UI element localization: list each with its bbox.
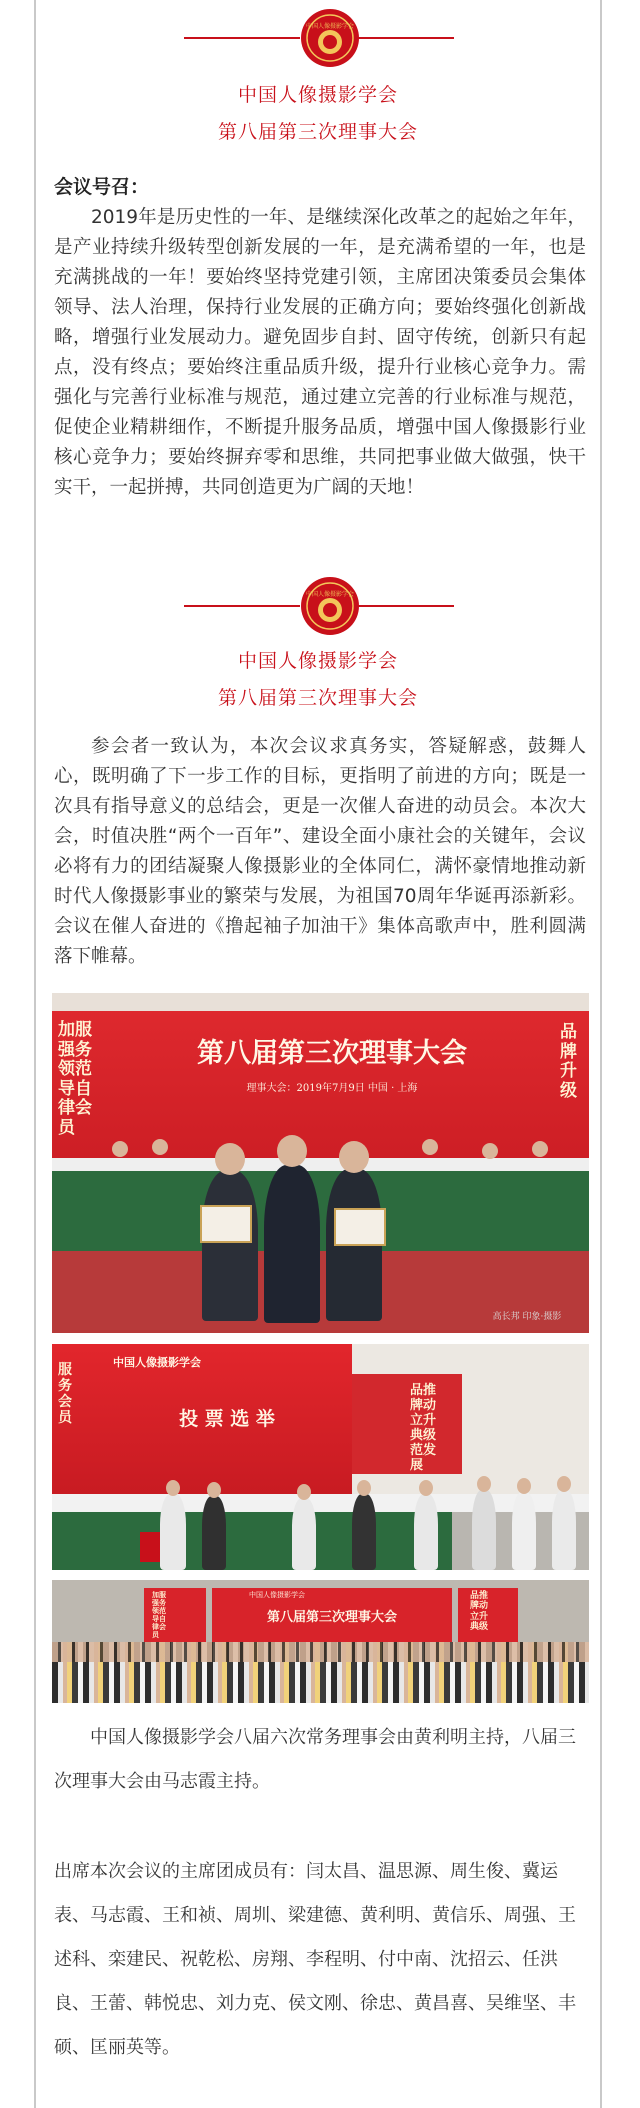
society-badge-icon [300,8,360,68]
svg-text:中国人像摄影学会: 中国人像摄影学会 [305,23,355,30]
banner-title: 投 票 选 举 [179,1408,275,1430]
person [472,1490,496,1570]
summary-body: 参会者一致认为，本次会议求真务实，答疑解惑，鼓舞人心，既明确了下一步工作的目标，更指明了前进的方向；既是一次具有指导意义的总结会，更是一次催人奋进的动员会。本次大会，时值决胜“两个一百年”、建设全面小康社会的关键年，会议必将有力的团结凝聚人像摄影业的全体同仁，满怀豪情地推动新时代人像摄影事业的繁荣与发展，为祖国70周年华诞再添新彩。会议在催人奋进的《撸起袖子加油干》集体高歌声中，胜利圆满落下帷幕。 [54,736,586,967]
attendees-body: 出席本次会议的主席团成员有：闫太昌、温思源、周生俊、冀运表、马志霞、王和祯、周圳、梁建德、黄利明、黄信乐、周强、王述科、栾建民、祝乾松、房翔、李程明、付中南、沈招云、任洪良、王蕾、韩悦忠、刘力克、侯文刚、徐忠、黄昌喜、吴维坚、丰硕、匡丽英等。 [54,1861,576,2058]
meeting-name: 第八届第三次理事大会 [217,687,418,709]
person [202,1496,226,1570]
slogan-right: 品 牌 升 级 [560,1022,577,1101]
host-body: 中国人像摄影学会八届六次常务理事会由黄利明主持，八届三次理事大会由马志霞主持。 [54,1727,576,1792]
photo-watermark: 高长邦 印象·摄影 [492,1312,562,1322]
call-heading: 会议号召： [54,176,150,198]
meeting-name: 第八届第三次理事大会 [217,121,418,143]
slogan-left: 加服 强务 领范 导自 律会 员 [152,1590,166,1640]
svg-text:中国人像摄影学会: 中国人像摄影学会 [305,591,355,598]
person [512,1492,536,1570]
section-header-2 [34,568,602,718]
person [552,1490,576,1570]
divider-left [184,37,300,39]
attendees-paragraph [54,1850,586,2070]
banner-subtitle: 理事大会：2019年7月9日 中国 · 上海 [246,1083,418,1094]
person [414,1494,438,1570]
call-body: 2019年是历史性的一年、是继续深化改革之的起始之年年，是产业持续升级转型创新发展的一年，是充满希望的一年，也是充满挑战的一年！要始终坚持党建引领，主席团决策委员会集体领导、法人治理，保持行业发展的正确方向；要始终强化创新战略，增强行业发展动力。避免固步自封、固守传统，创新只有起点，没有终点；要始终注重品质升级，提升行业核心竞争力。需强化与完善行业标准与规范，通过建立完善的行业标准与规范，促使企业精耕细作，不断提升服务品质，增强中国人像摄影行业核心竞争力；要始终摒弃零和思维，共同把事业做大做强，快干实干，一起拼搏，共同创造更为广阔的天地！ [54,207,586,498]
slogan-left: 加服 强务 领范 导自 律会 员 [58,1020,92,1138]
person [160,1494,186,1570]
photo-award-ceremony [52,993,589,1333]
photo-voting [52,1344,589,1570]
photo-group [52,1580,589,1703]
org-name: 中国人像摄影学会 [237,650,398,672]
org-name: 中国人像摄影学会 [237,84,398,106]
person [292,1498,316,1570]
host-paragraph [54,1716,586,1804]
banner-org: 中国人像摄影学会 [113,1356,201,1369]
slogan-right: 品推 牌动 立升 典级 范发 展 [410,1383,437,1473]
banner-title: 第八届第三次理事大会 [266,1610,397,1625]
section-header-1 [34,0,602,150]
divider-left [184,605,300,607]
banner-title: 第八届第三次理事大会 [197,1038,467,1069]
slogan-left: 服 务 会 员 [58,1362,72,1427]
summary-paragraph [54,732,586,972]
slogan-right: 品推 牌动 立升 典级 [470,1591,489,1633]
person [264,1165,320,1323]
person [352,1494,376,1570]
society-badge-icon [300,576,360,636]
call-paragraph [54,203,586,503]
banner-org: 中国人像摄影学会 [249,1591,305,1599]
person [202,1171,258,1321]
